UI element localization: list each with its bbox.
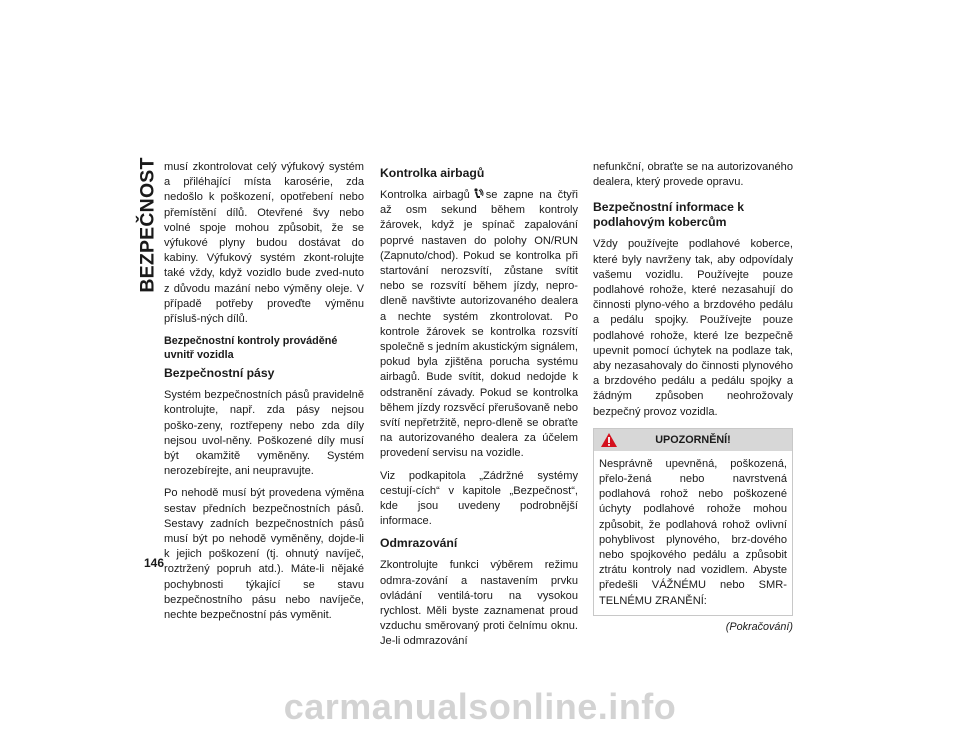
warning-body bbox=[594, 451, 792, 615]
defrost-paragraph: Zkontrolujte funkci výběrem režimu odmra-zování a nastavením prvku ovládání ventilá-toru na vysokou rychlost. Měli byste zaznamenat proud vzduchu směrovaný proti čelnímu oknu. Je-li odmrazování bbox=[380, 559, 578, 648]
airbag-indicator-icon bbox=[472, 188, 484, 200]
exhaust-paragraph: musí zkontrolovat celý výfukový systém a přiléhající místa karosérie, zda nedošlo k poškození, opotřebení nebo přemístění dílů. Otevřené švy nebo volné spoje mohou způsobit, že se výfukové plyny budou dostávat do kabiny. Výfukový systém zkont-rolujte také vždy, když vozidlo bude zved-nuto z důvodu mazání nebo výměny oleje. V případě potřeby proveďte výměnu přísluš-ných dílů. bbox=[164, 161, 364, 326]
column-3 bbox=[593, 160, 793, 635]
section-tab bbox=[136, 157, 160, 293]
floor-mats-heading: Bezpečnostní informace k podlahovým kobercům bbox=[593, 200, 745, 230]
airbag-light-paragraph bbox=[380, 188, 578, 462]
seat-belts-heading: Bezpečnostní pásy bbox=[164, 366, 275, 381]
page-number: 146 bbox=[144, 556, 165, 570]
column-1 bbox=[164, 160, 364, 630]
warning-title: UPOZORNĚNÍ! bbox=[655, 433, 731, 446]
floor-mats-paragraph: Vždy používejte podlahové koberce, které byly navrženy tak, aby odpovídaly vašemu vozidlu. Používejte pouze podlahové rohože, které nezasahují do činnosti plyno-vého a brzdového pedálu a pedálu spojky. Používejte pouze podlahové rohože, které lze bezpečně upevnit pomocí úchytek na podlaze tak, aby nezasahovaly do činnosti plynového a brzdového pedálu a pedálu spojky a žádným způsoben neohrožovaly bezpečný provoz vozidla. bbox=[593, 238, 793, 418]
seat-belts-paragraph: Systém bezpečnostních pásů pravidelně kontrolujte, např. zda pásy nejsou poško-zeny, roztřepeny nebo zda díly nejsou uvol-něny. Poškozené díly musí být okamžitě vyměněny. Systém nerozebírejte, ani neupravujte. bbox=[164, 389, 364, 478]
airbag-light-heading: Kontrolka airbagů bbox=[380, 166, 485, 180]
airbag-paragraph-rest: se zapne na čtyři až osm sekund během kontroly žárovek, když je spínač zapalování poprvé nastaven do polohy ON/RUN (Zapnuto/chod). Pokud se kontrolka při startování nerozsvítí, zůstane svítit nebo se rozsvítí během jízdy, nepro-dleně navštivte autorizovaného dealera a nechte systém zkontrolovat. Po kontrole žárovek se kontrolka rozsvítí společně s jedním akustickým signálem, pokud byla zjištěna porucha systému airbagů. Bude svítit, dokud nedojde k odstranění závady. Pokud se kontrolka během jízdy rozsvěcí přerušovaně nebo svítí nepřetržitě, nepro-dleně se obraťte na autorizovaného dealera za účelem provedení servisu na vozidle. bbox=[380, 189, 578, 460]
seat-belts-accident-paragraph: Po nehodě musí být provedena výměna sestav předních bezpečnostních pásů. Sestavy zadních bezpečnostních pásů musí být po nehodě vyměněny, dojde-li k jejich poškození (tj. ohnutý navíječ, roztržený popruh atd.). Máte-li nějaké pochybnosti týkající se stavu bezpečnostního pásu nebo navíječe, nechte bezpečnostní pás vyměnit. bbox=[164, 487, 364, 622]
airbag-reference-paragraph: Viz podkapitola „Zádržné systémy cestují-cích“ v kapitole „Bezpečnost“, kde jsou uvedeny podrobnější informace. bbox=[380, 469, 578, 528]
warning-triangle-icon bbox=[600, 432, 618, 448]
warning-text: Nesprávně upevněná, poškozená, přelo-žená nebo navrstvená podlahová rohož nebo poškozené úchyty podlahové rohože mohou způsobit, že podlahová rohož ovlivní pohyblivost plynového, brz-dového nebo spojkového pedálu a způsobit ztrátu kontroly nad vozidlem. Abyste předešli VÁŽNÉMU nebo SMR-TELNÉMU ZRANĚNÍ: bbox=[599, 457, 787, 607]
inspection-heading: Bezpečnostní kontroly prováděné uvnitř vozidla bbox=[164, 335, 338, 362]
watermark: carmanualsonline.info bbox=[283, 686, 677, 727]
warning-box bbox=[593, 428, 793, 616]
section-tab-label: BEZPEČNOST bbox=[136, 157, 159, 293]
defrost-heading: Odmrazování bbox=[380, 536, 458, 551]
continued-note: (Pokračování) bbox=[725, 620, 793, 633]
defrost-continued-paragraph: nefunkční, obraťte se na autorizovaného dealera, který provede opravu. bbox=[593, 161, 793, 189]
column-2 bbox=[380, 166, 578, 657]
warning-header bbox=[594, 429, 792, 451]
airbag-paragraph-lead: Kontrolka airbagů bbox=[380, 189, 470, 201]
